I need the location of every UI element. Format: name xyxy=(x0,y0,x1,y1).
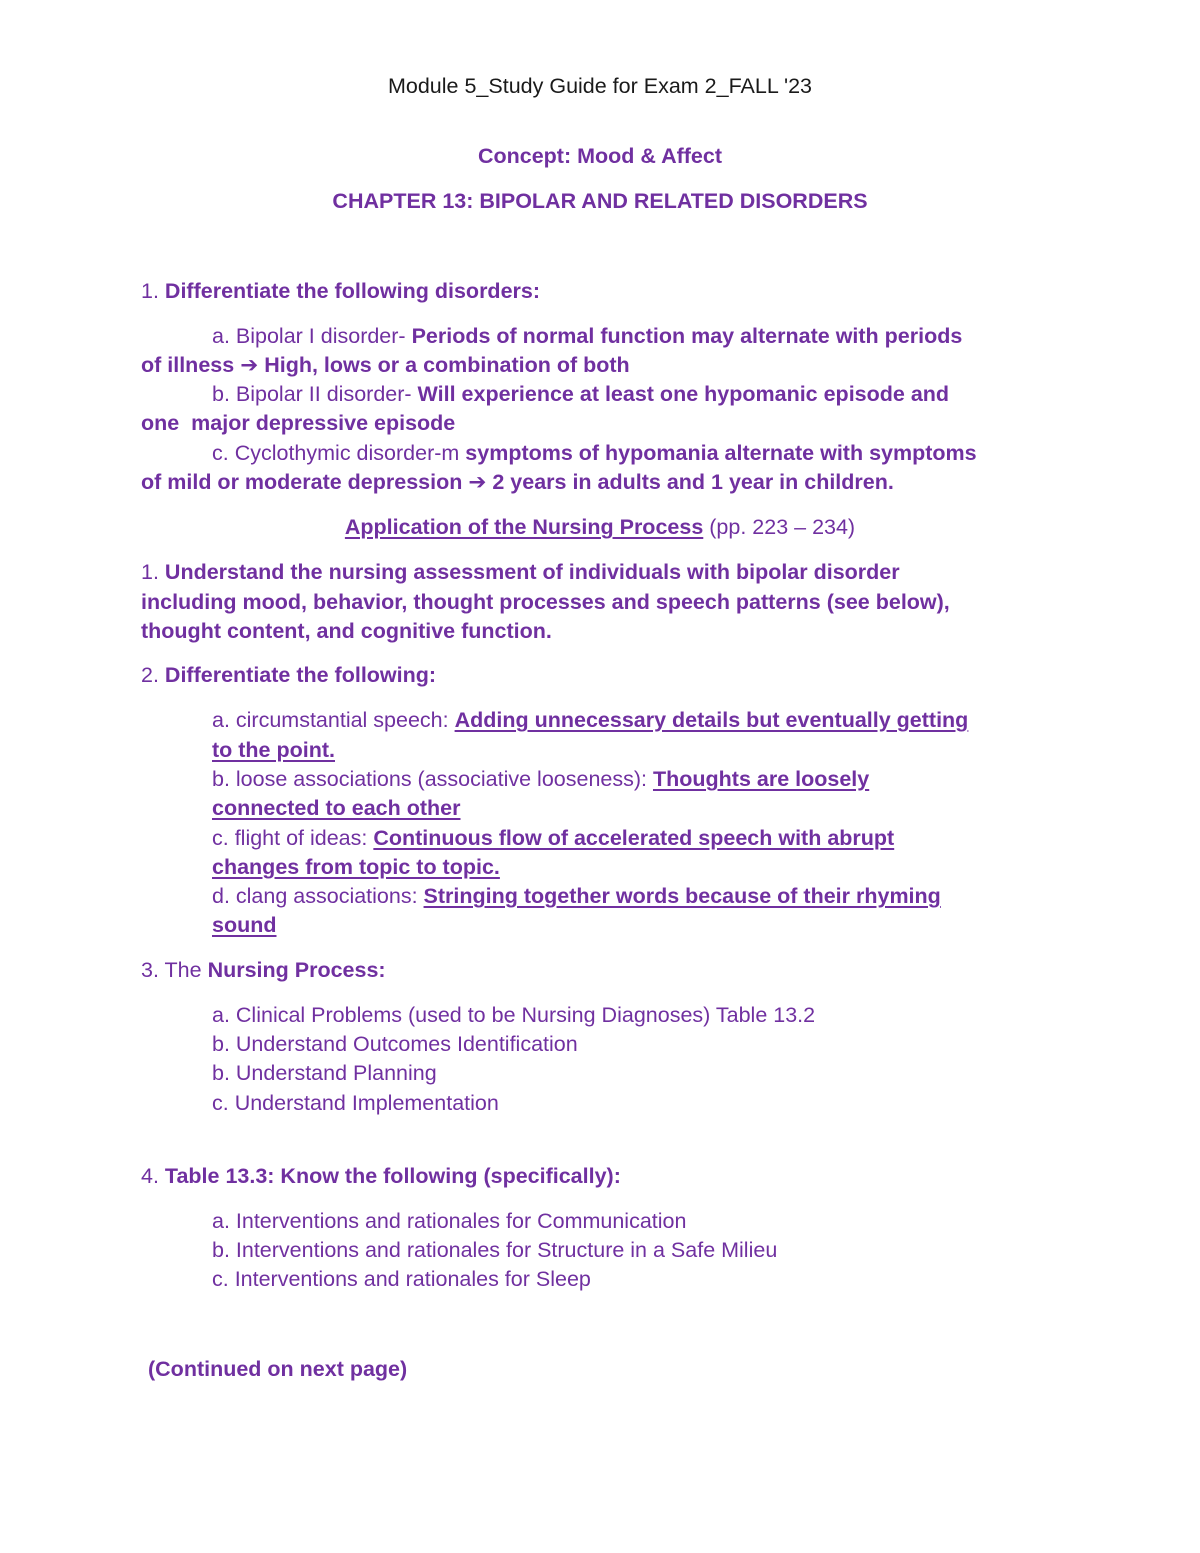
q1-item-b-line1 xyxy=(212,381,949,407)
list-item: a. Clinical Problems (used to be Nursing Diagnoses) Table 13.2 xyxy=(212,1003,816,1027)
u2-item-a-line1 xyxy=(212,707,968,733)
u2-item-c-label: c. flight of ideas: xyxy=(212,826,368,850)
u2-item-d-label: d. clang associations: xyxy=(212,884,418,908)
section-heading-title: Application of the Nursing Process xyxy=(344,515,704,539)
q1-number: 1. xyxy=(141,279,159,303)
u2-item-b-line1 xyxy=(212,766,869,792)
u2-item-a-answer1: Adding unnecessary details but eventually getting xyxy=(454,708,969,732)
u2-item-b-answer1: Thoughts are loosely xyxy=(652,767,870,791)
q1-item-b-answer1: Will experience at least one hypomanic episode and xyxy=(417,382,950,406)
section-heading-pages: (pp. 223 – 234) xyxy=(709,515,856,539)
concept-heading: Concept: Mood & Affect xyxy=(477,144,723,168)
q1-item-a-line1 xyxy=(212,323,962,349)
q1-item-b-answer2: one major depressive episode xyxy=(141,411,456,435)
u2-item-a-label: a. circumstantial speech: xyxy=(212,708,449,732)
chapter-heading: CHAPTER 13: BIPOLAR AND RELATED DISORDERS xyxy=(332,189,868,213)
u2-item-b-answer2: connected to each other xyxy=(212,796,461,820)
u3-number: 3. The xyxy=(141,958,202,982)
q1-title: Differentiate the following disorders: xyxy=(164,279,541,303)
u2-item-a-answer2: to the point. xyxy=(212,738,335,762)
q1-item-b-label: b. Bipolar II disorder- xyxy=(212,382,412,406)
u2-item-c-answer2: changes from topic to topic. xyxy=(212,855,500,879)
q1-item-a-answer2b: High, lows or a combination of both xyxy=(264,353,630,377)
u1-line1 xyxy=(141,559,900,585)
u1-line3: thought content, and cognitive function. xyxy=(141,619,552,643)
section-heading xyxy=(0,514,1200,540)
continued-note: (Continued on next page) xyxy=(148,1357,408,1381)
u2-number: 2. xyxy=(141,663,159,687)
q1-heading xyxy=(141,278,540,304)
q1-item-c-answer1: symptoms of hypomania alternate with symptoms xyxy=(465,441,977,465)
u4-heading xyxy=(141,1163,621,1189)
q1-item-a-answer1: Periods of normal function may alternate with periods xyxy=(411,324,963,348)
u2-item-d-line1 xyxy=(212,883,941,909)
u1-line2: including mood, behavior, thought processes and speech patterns (see below), xyxy=(141,590,950,614)
u2-item-c-answer1: Continuous flow of accelerated speech with abrupt xyxy=(373,826,895,850)
u2-title: Differentiate the following: xyxy=(164,663,437,687)
u4-number: 4. xyxy=(141,1164,159,1188)
list-item: c. Understand Implementation xyxy=(212,1091,499,1115)
u3-heading xyxy=(141,957,386,983)
u2-item-d-answer1: Stringing together words because of their rhyming xyxy=(423,884,941,908)
list-item: b. Understand Outcomes Identification xyxy=(212,1032,578,1056)
q1-item-c-line1 xyxy=(212,440,977,466)
u2-item-c-line1 xyxy=(212,825,894,851)
arrow-right-icon: ➔ xyxy=(240,353,259,377)
q1-item-a-label: a. Bipolar I disorder- xyxy=(212,324,406,348)
list-item: c. Interventions and rationales for Sleep xyxy=(212,1267,591,1291)
q1-item-c-answer2a: of mild or moderate depression xyxy=(141,470,463,494)
list-item: b. Understand Planning xyxy=(212,1061,437,1085)
q1-item-c-label: c. Cyclothymic disorder-m xyxy=(212,441,460,465)
q1-item-a-answer2a: of illness xyxy=(141,353,235,377)
q1-item-c-answer2b: 2 years in adults and 1 year in children. xyxy=(492,470,894,494)
u4-title: Table 13.3: Know the following (specifically): xyxy=(164,1164,621,1188)
u2-heading xyxy=(141,662,436,688)
u2-item-d-answer2: sound xyxy=(212,913,277,937)
list-item: a. Interventions and rationales for Communication xyxy=(212,1209,687,1233)
list-item: b. Interventions and rationales for Structure in a Safe Milieu xyxy=(212,1238,778,1262)
u2-item-b-label: b. loose associations (associative looseness): xyxy=(212,767,647,791)
arrow-right-icon: ➔ xyxy=(468,470,487,494)
q1-item-a-line2 xyxy=(141,352,630,378)
u3-title: Nursing Process: xyxy=(207,958,386,982)
u1-number: 1. xyxy=(141,560,159,584)
u1-text1: Understand the nursing assessment of individuals with bipolar disorder xyxy=(164,560,900,584)
document-title: Module 5_Study Guide for Exam 2_FALL '23 xyxy=(387,74,812,98)
q1-item-c-line2 xyxy=(141,469,894,495)
